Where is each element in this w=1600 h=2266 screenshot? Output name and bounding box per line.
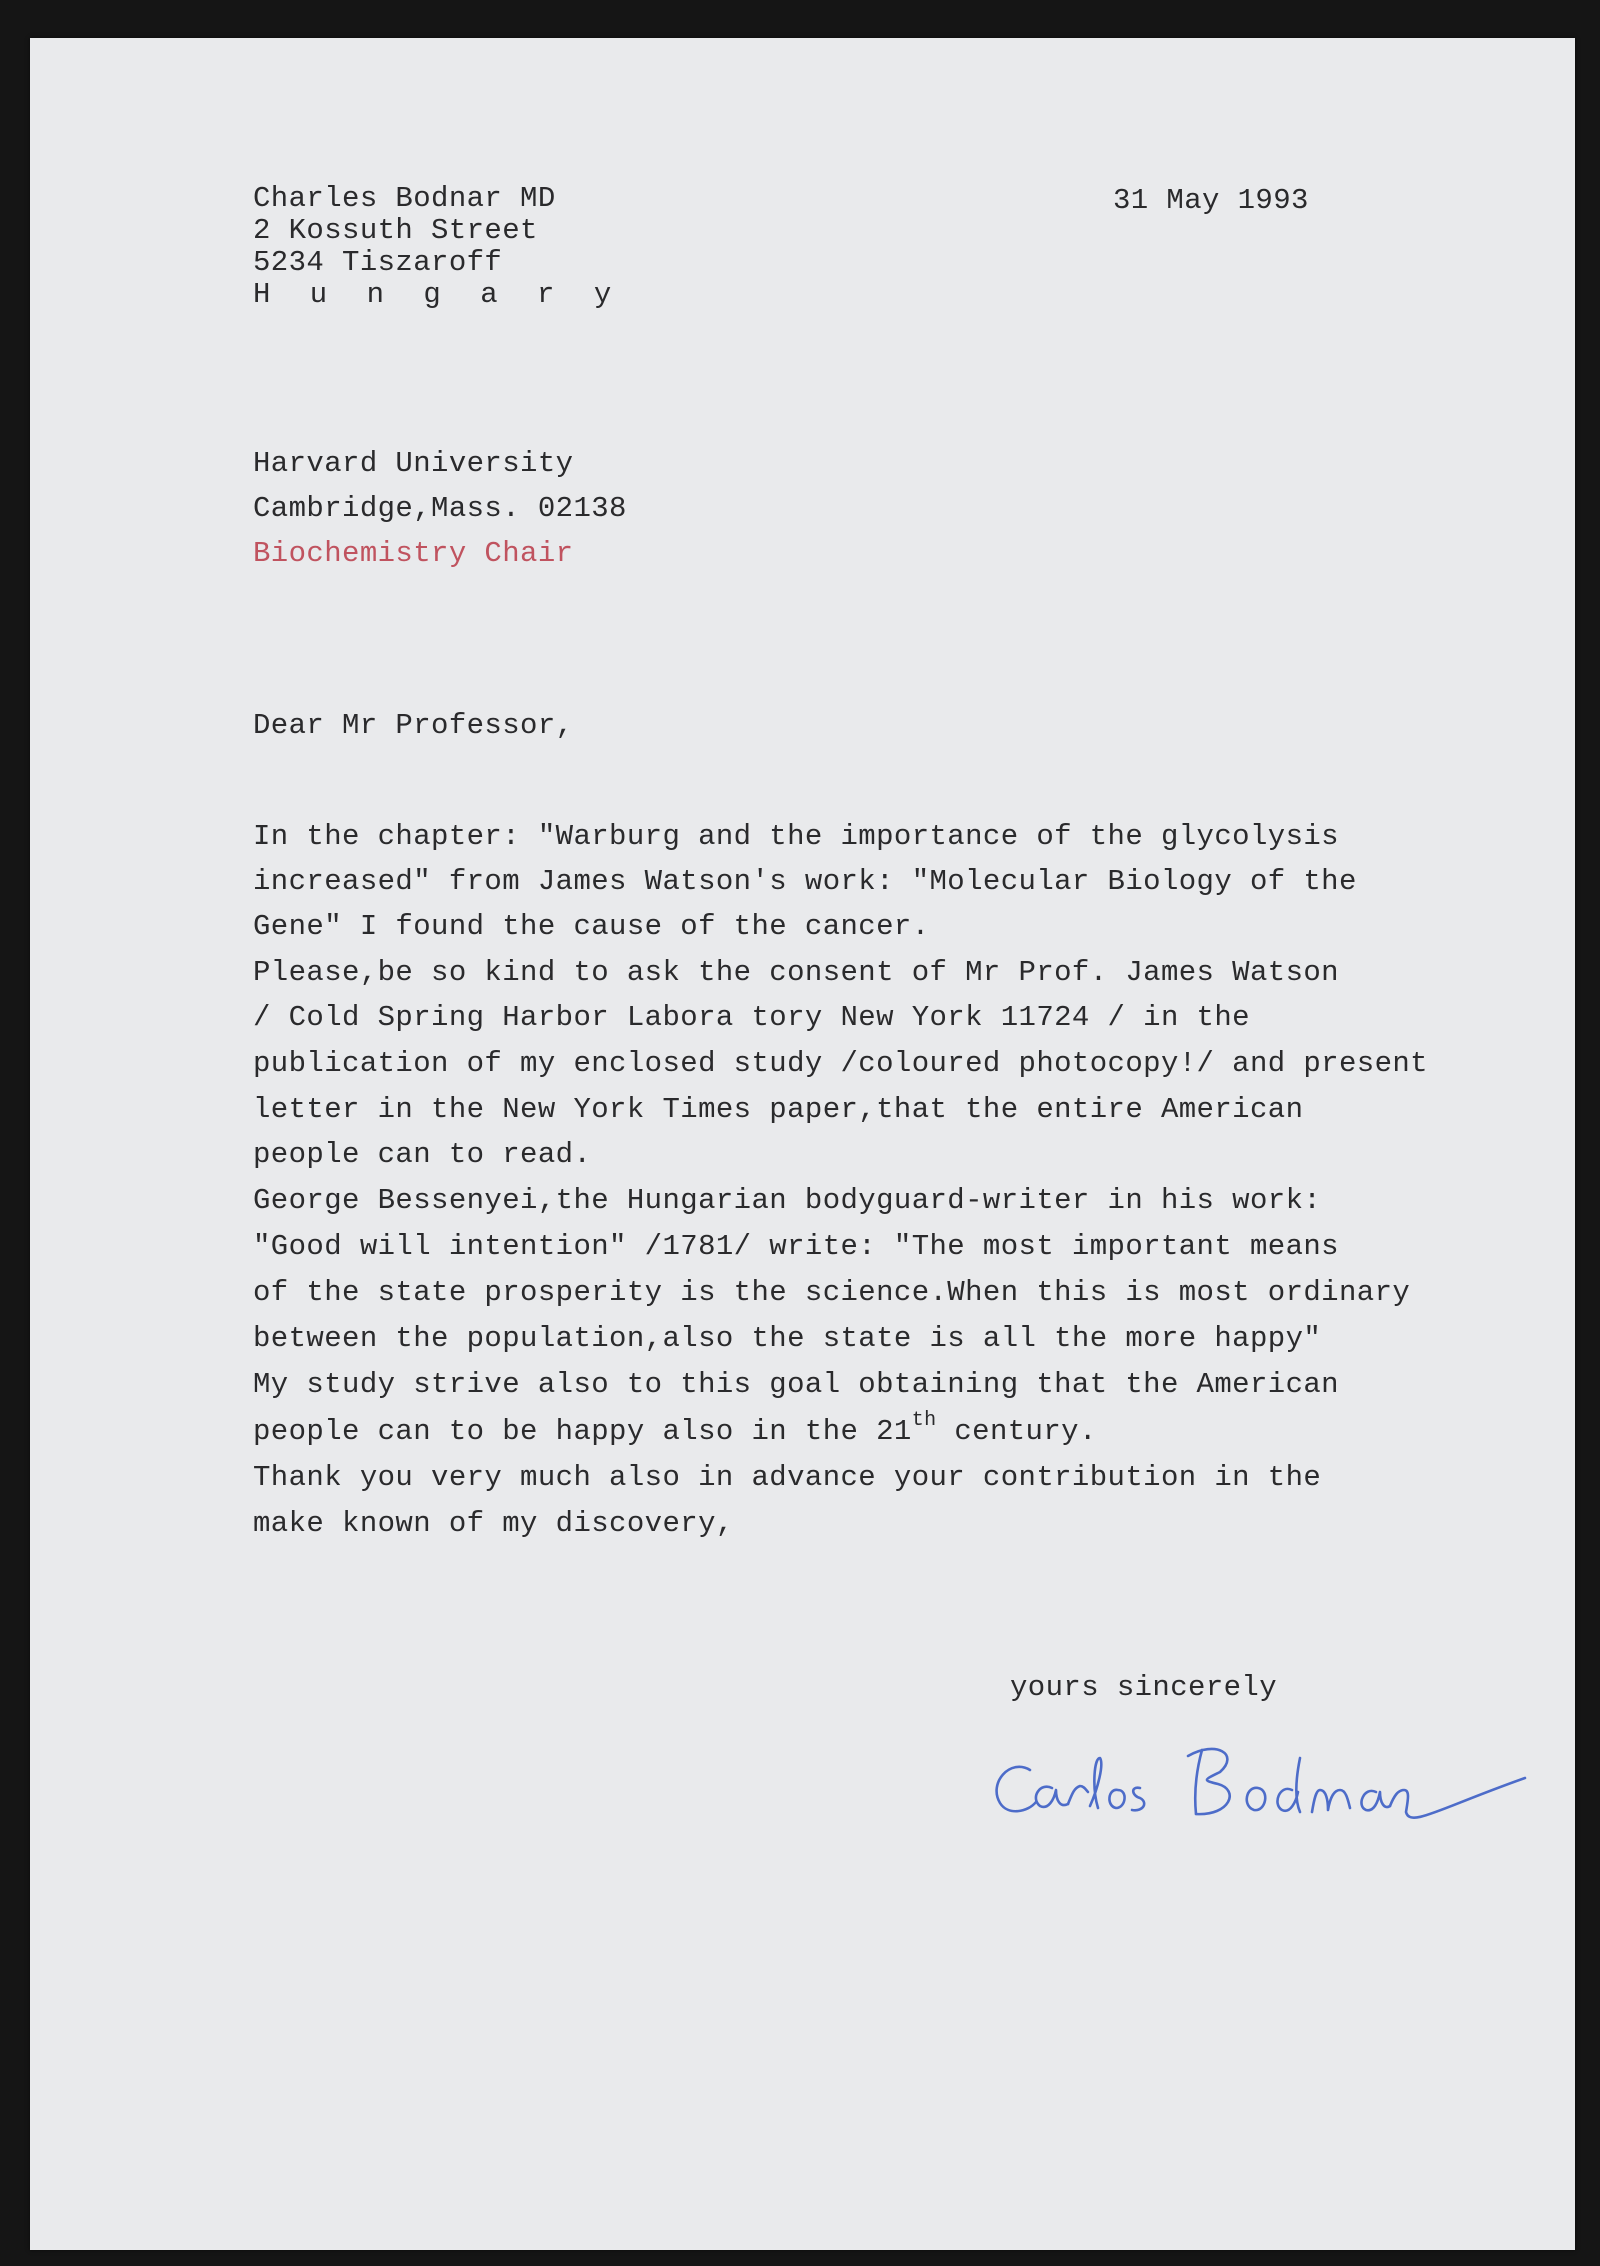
valediction: yours sincerely (1010, 1671, 1278, 1704)
body-line: Please,be so kind to ask the consent of Mr Prof. James Watson (253, 956, 1339, 989)
body-line: publication of my enclosed study /coloured photocopy!/ and present (253, 1047, 1428, 1080)
letter-date: 31 May 1993 (1113, 184, 1309, 217)
sender-street: 2 Kossuth Street (253, 214, 538, 247)
body-line: increased" from James Watson's work: "Molecular Biology of the (253, 865, 1357, 898)
body-line: Gene" I found the cause of the cancer. (253, 910, 930, 943)
signature-drawing (990, 1728, 1530, 1858)
letter-page (30, 38, 1575, 2250)
ordinal-suffix: th (911, 1409, 937, 1432)
body-line: In the chapter: "Warburg and the importance of the glycolysis (253, 820, 1339, 853)
line-21-text: people can to be happy also in the 21 (253, 1415, 912, 1448)
body-line: My study strive also to this goal obtaining that the American (253, 1368, 1339, 1401)
sender-country: H u n g a r y (253, 278, 623, 311)
closing-line: make known of my discovery, (253, 1507, 734, 1540)
body-line: of the state prosperity is the science.When this is most ordinary (253, 1276, 1411, 1309)
recipient-institution: Harvard University (253, 447, 574, 480)
recipient-city: Cambridge,Mass. 02138 (253, 492, 627, 525)
closing-line: Thank you very much also in advance your contribution in the (253, 1461, 1322, 1494)
body-line: letter in the New York Times paper,that the entire American (253, 1093, 1304, 1126)
body-line-21st-century (253, 1409, 1097, 1449)
handwritten-signature (990, 1728, 1530, 1858)
body-line: / Cold Spring Harbor Labora tory New York 11724 / in the (253, 1001, 1250, 1034)
line-21-tail: century. (936, 1415, 1097, 1448)
salutation: Dear Mr Professor, (253, 709, 574, 742)
body-line: "Good will intention" /1781/ write: "The most important means (253, 1230, 1339, 1263)
recipient-department: Biochemistry Chair (253, 537, 574, 570)
body-line: people can to read. (253, 1138, 592, 1171)
sender-name: Charles Bodnar MD (253, 182, 556, 215)
sender-city: 5234 Tiszaroff (253, 246, 503, 279)
body-line: between the population,also the state is all the more happy" (253, 1322, 1322, 1355)
body-line: George Bessenyei,the Hungarian bodyguard-writer in his work: (253, 1184, 1322, 1217)
